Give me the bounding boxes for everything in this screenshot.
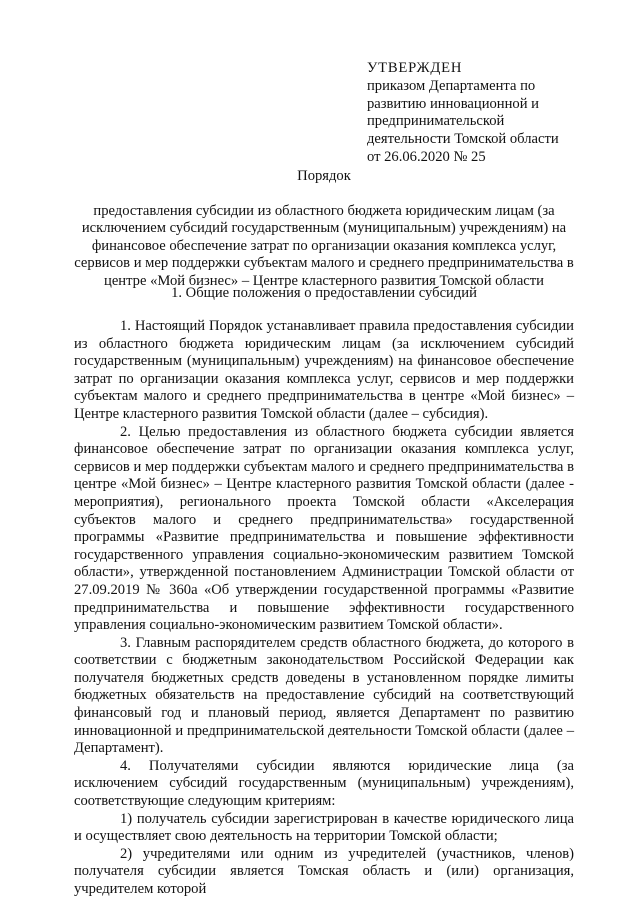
approval-line: деятельности Томской области [367, 131, 559, 148]
paragraph: 1. Настоящий Порядок устанавливает правила предоставления субсидии из областного бюджета юридическим лицам (за исключением субсидий государственным (муниципальным) учреждениям) на финансовое обеспечение затрат по организации оказания комплекса услуг, сервисов и мер поддержки субъектам малого и среднего предпринимательства в центре «Мой бизнес» – Центре кластерного развития Томской области (далее – субсидия). [74, 318, 574, 422]
section-heading: 1. Общие положения о предоставлении субсидий [171, 285, 477, 301]
paragraph: 1) получатель субсидии зарегистрирован в качестве юридического лица и осуществляет свою деятельность на территории Томской области; [74, 810, 574, 845]
document-subtitle: предоставления субсидии из областного бюджета юридическим лицам (за исключением субсидий государственным (муниципальным) учреждениям) на финансовое обеспечение затрат по организации оказания комплекса услуг, сервисов и мер поддержки субъектам малого и среднего предпринимательства в центре «Мой бизнес» – Центре кластерного развития Томской области [74, 202, 574, 289]
paragraph: 4. Получателями субсидии являются юридические лица (за исключением субсидий государственным (муниципальным) учреждениям), соответствующие следующим критериям: [74, 757, 574, 810]
approval-line: от 26.06.2020 № 25 [367, 148, 486, 165]
approval-heading: УТВЕРЖДЕН [367, 60, 463, 76]
document-title: Порядок [297, 168, 351, 184]
paragraph: 2) учредителями или одним из учредителей (участников, членов) получателя субсидии является Томская область и (или) организация, учредителем которой [74, 845, 574, 897]
document-body [74, 318, 574, 899]
paragraph: 3. Главным распорядителем средств областного бюджета, до которого в соответствии с бюджетным законодательством Российской Федерации как получателя бюджетных средств доведены в установленном порядке лимиты бюджетных обязательств на предоставление субсидий на соответствующий финансовый год и плановый период, является Департамент по развитию инновационной и предпринимательской деятельности Томской области (далее – Департамент). [74, 634, 574, 757]
paragraph: 2. Целью предоставления из областного бюджета субсидии является финансовое обеспечение затрат по организации оказания комплекса услуг, сервисов и мер поддержки субъектам малого и среднего предпринимательства в центре «Мой бизнес» – Центре кластерного развития Томской области (далее - мероприятия), регионального проекта Томской области «Акселерация субъектов малого и среднего предпринимательства» государственной программы «Развитие предпринимательства и повышение эффективности государственного управления социально-экономическим развитием Томской области», утвержденной постановлением Администрации Томской области от 27.09.2019 № 360а «Об утверждении государственной программы «Развитие предпринимательства и повышение эффективности государственного управления социально-экономическим развитием Томской области». [74, 423, 574, 634]
approval-stamp [367, 60, 587, 167]
document-title-block [74, 168, 574, 291]
approval-line: приказом Департамента по [367, 77, 536, 94]
approval-line: предпринимательской [367, 113, 505, 130]
approval-line: развитию инновационной и [367, 95, 539, 112]
